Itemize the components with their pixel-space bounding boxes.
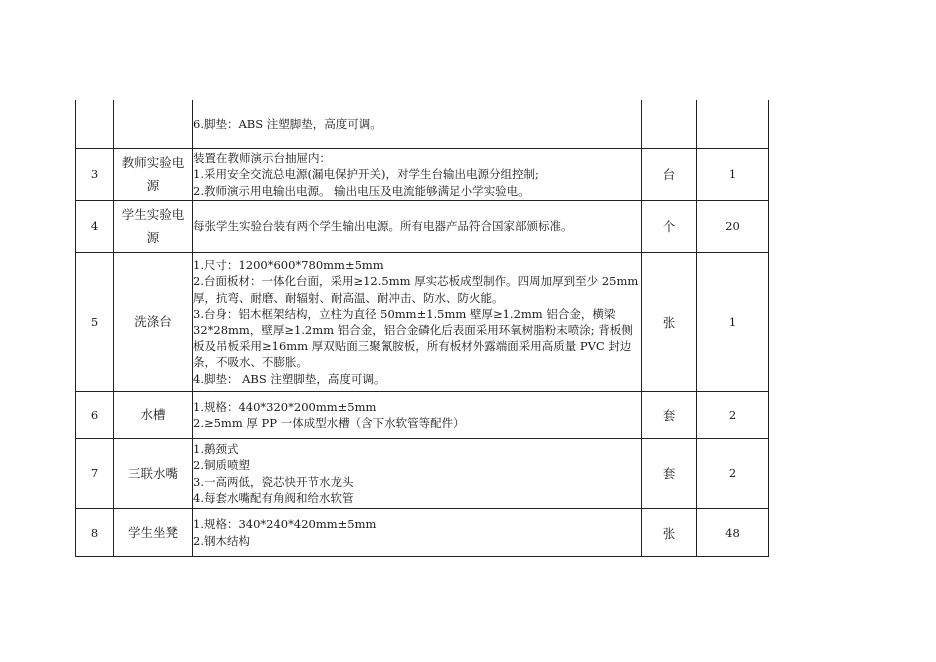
spec-line: 2.钢木结构 — [193, 533, 250, 548]
spec-line: 1.规格：340*240*420mm±5mm — [193, 517, 377, 532]
item-unit: 张 — [642, 252, 697, 391]
table-row — [76, 438, 769, 508]
table-row — [76, 100, 769, 148]
item-quantity: 1 — [697, 252, 769, 391]
spec-line: 3.台身：铝木框架结构，立柱为直径 50mm±1.5mm 壁厚≥1.2mm 铝合金，横梁 32*28mm，壁厚≥1.2mm 铝合金，铝合金磷化后表面采用环氧树脂粉末喷涂; 背板侧板及吊板采用≥16mm 厚双贴面三聚氰胺板，所有板材外露端面采用高质量 PVC 封边条，不吸水、不膨胀。 — [193, 306, 633, 370]
spec-line: 1.规格：440*320*200mm±5mm — [193, 399, 377, 414]
row-number: 6 — [76, 391, 114, 438]
item-unit — [642, 100, 697, 148]
item-unit: 张 — [642, 508, 697, 556]
row-number — [76, 100, 114, 148]
item-quantity: 2 — [697, 438, 769, 508]
item-name: 三联水嘴 — [114, 438, 193, 508]
row-number: 7 — [76, 438, 114, 508]
spec-line: 装置在教师演示台抽屉内： — [193, 151, 331, 166]
table-row — [76, 200, 769, 252]
item-unit: 个 — [642, 200, 697, 252]
row-number: 3 — [76, 148, 114, 200]
item-name-line: 源 — [146, 230, 160, 245]
table-row — [76, 148, 769, 200]
item-unit: 台 — [642, 148, 697, 200]
item-spec — [193, 252, 642, 391]
item-spec — [193, 200, 642, 252]
spec-line: 1.尺寸：1200*600*780mm±5mm — [193, 258, 384, 273]
item-spec — [193, 148, 642, 200]
item-quantity: 2 — [697, 391, 769, 438]
item-name — [114, 148, 193, 200]
spec-line: 4.脚垫： ABS 注塑脚垫，高度可调。 — [193, 371, 386, 386]
spec-line: 4.每套水嘴配有角阀和给水软管 — [193, 490, 354, 505]
row-number: 4 — [76, 200, 114, 252]
item-spec — [193, 508, 642, 556]
spec-line: 1.采用安全交流总电源(漏电保护开关)，对学生台输出电源分组控制; — [193, 167, 539, 182]
table-row — [76, 391, 769, 438]
item-name-line: 教师实验电 — [121, 155, 185, 170]
equipment-spec-table — [75, 100, 769, 557]
item-name: 水槽 — [114, 391, 193, 438]
table-row — [76, 508, 769, 556]
row-number: 5 — [76, 252, 114, 391]
spec-line: 1.鹅颈式 — [193, 442, 239, 457]
item-spec — [193, 438, 642, 508]
item-name: 洗涤台 — [114, 252, 193, 391]
item-name-line: 源 — [146, 178, 160, 193]
spec-line: 2.台面板材：一体化台面，采用≥12.5mm 厚实芯板成型制作。四周加厚到至少 25mm 厚，抗弯、耐磨、耐辐射、耐高温、耐冲击、防水、防火能。 — [193, 274, 639, 305]
item-quantity: 48 — [697, 508, 769, 556]
item-name-line: 学生实验电 — [121, 207, 185, 222]
spec-line: 2.铜质喷塑 — [193, 458, 250, 473]
item-quantity — [697, 100, 769, 148]
spec-line: 每张学生实验台装有两个学生输出电源。所有电器产品符合国家部颁标准。 — [193, 219, 573, 234]
item-unit: 套 — [642, 438, 697, 508]
item-quantity: 1 — [697, 148, 769, 200]
item-name — [114, 100, 193, 148]
item-unit: 套 — [642, 391, 697, 438]
row-number: 8 — [76, 508, 114, 556]
item-spec — [193, 391, 642, 438]
item-spec — [193, 100, 642, 148]
table-row — [76, 252, 769, 391]
item-quantity: 20 — [697, 200, 769, 252]
spec-line: 2.≥5mm 厚 PP 一体成型水槽（含下水软管等配件） — [193, 416, 465, 430]
spec-line: 3.一高两低，瓷芯快开节水龙头 — [193, 474, 354, 489]
item-name — [114, 200, 193, 252]
spec-line: 6.脚垫：ABS 注塑脚垫，高度可调。 — [193, 116, 382, 131]
item-name: 学生坐凳 — [114, 508, 193, 556]
spec-line: 2.教师演示用电输出电源。 输出电压及电流能够满足小学实验电。 — [193, 183, 530, 198]
